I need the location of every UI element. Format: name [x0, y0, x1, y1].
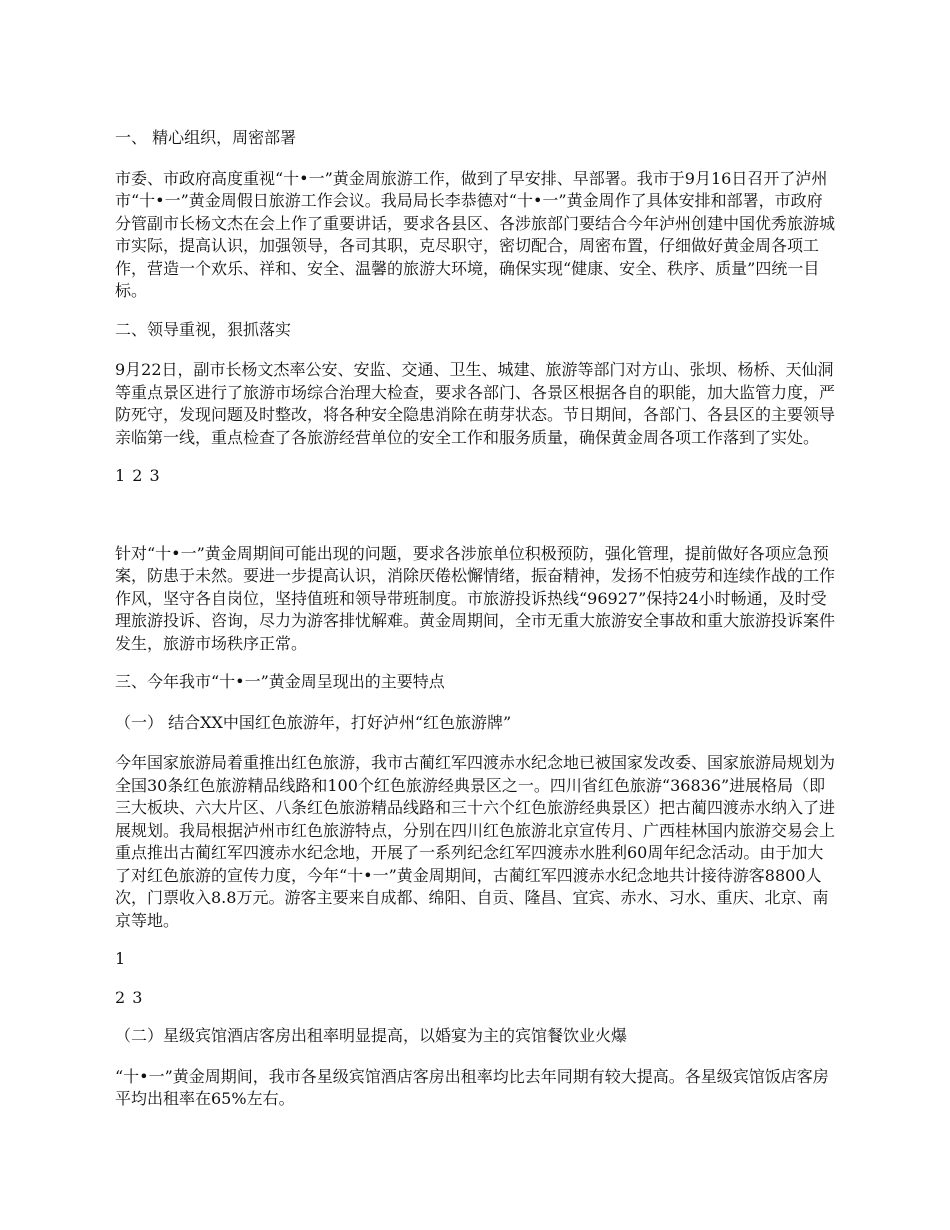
paragraph-2: 9月22日，副市长杨文杰率公安、安监、交通、卫生、城建、旅游等部门对方山、张坝、杨桥、天仙洞等重点景区进行了旅游市场综合治理大检查，要求各部门、各景区根据各自的职能，加大监管力度，严防死守，发现问题及时整改，将各种安全隐患消除在萌芽状态。节日期间，各部门、各县区的主要领导亲临第一线，重点检查了各旅游经营单位的安全工作和服务质量，确保黄金周各项工作落到了实处。	[115, 360, 836, 447]
paragraph-4: 今年国家旅游局着重推出红色旅游，我市古蔺红军四渡赤水纪念地已被国家发改委、国家旅游局规划为全国30条红色旅游精品线路和100个红色旅游经典景区之一。四川省红色旅游“36836”进展格局（即三大板块、六大片区、八条红色旅游精品线路和三十六个红色旅游经典景区）把古蔺四渡赤水纳入了进展规划。我局根据泸州市红色旅游特点，分别在四川红色旅游北京宣传月、广西桂林国内旅游交易会上重点推出古蔺红军四渡赤水纪念地，开展了一系列纪念红军四渡赤水胜利60周年纪念活动。由于加大了对红色旅游的宣传力度，今年“十•一”黄金周期间，古蔺红军四渡赤水纪念地共计接待游客8800人次，门票收入8.8万元。游客主要来自成都、绵阳、自贡、隆昌、宜宾、赤水、习水、重庆、北京、南京等地。	[115, 753, 836, 930]
subsection-heading-1: （一） 结合XX中国红色旅游年，打好泸州“红色旅游牌”	[115, 712, 512, 732]
number-line-2: 1	[115, 949, 127, 968]
section-heading-2: 二、领导重视，狠抓落实	[115, 319, 292, 339]
paragraph-1: 市委、市政府高度重视“十•一”黄金周旅游工作，做到了早安排、早部署。我市于9月16日召开了泸州市“十•一”黄金周假日旅游工作会议。我局局长李恭德对“十•一”黄金周作了具体安排和部署，市政府分管副市长杨文杰在会上作了重要讲话，要求各县区、各涉旅部门要结合今年泸州创建中国优秀旅游城市实际，提高认识，加强领导，各司其职，克尽职守，密切配合，周密布置，仔细做好黄金周各项工作，营造一个欢乐、祥和、安全、温馨的旅游大环境，确保实现“健康、安全、秩序、质量”四统一目标。	[115, 168, 836, 300]
paragraph-5: “十•一”黄金周期间，我市各星级宾馆酒店客房出租率均比去年同期有较大提高。各星级宾馆饭店客房平均出租率在65%左右。	[115, 1066, 829, 1108]
paragraph-3: 针对“十•一”黄金周期间可能出现的问题，要求各涉旅单位积极预防，强化管理，提前做好各项应急预案，防患于未然。要进一步提高认识，消除厌倦松懈情绪，振奋精神，发扬不怕疲劳和连续作战的工作作风，坚守各自岗位，坚持值班和领导带班制度。市旅游投诉热线“96927”保持24小时畅通，及时受理旅游投诉、咨询，尽力为游客排忧解难。黄金周期间，全市无重大旅游安全事故和重大旅游投诉案件发生，旅游市场秩序正常。	[115, 543, 836, 653]
subsection-heading-2: （二）星级宾馆酒店客房出租率明显提高，以婚宴为主的宾馆餐饮业火爆	[115, 1026, 628, 1045]
number-line-1: 1 2 3	[115, 466, 161, 485]
section-heading-3: 三、今年我市“十•一”黄金周呈现出的主要特点	[115, 672, 445, 691]
number-line-3: 2 3	[115, 987, 144, 1007]
section-heading-1: 一、 精心组织，周密部署	[115, 128, 297, 147]
